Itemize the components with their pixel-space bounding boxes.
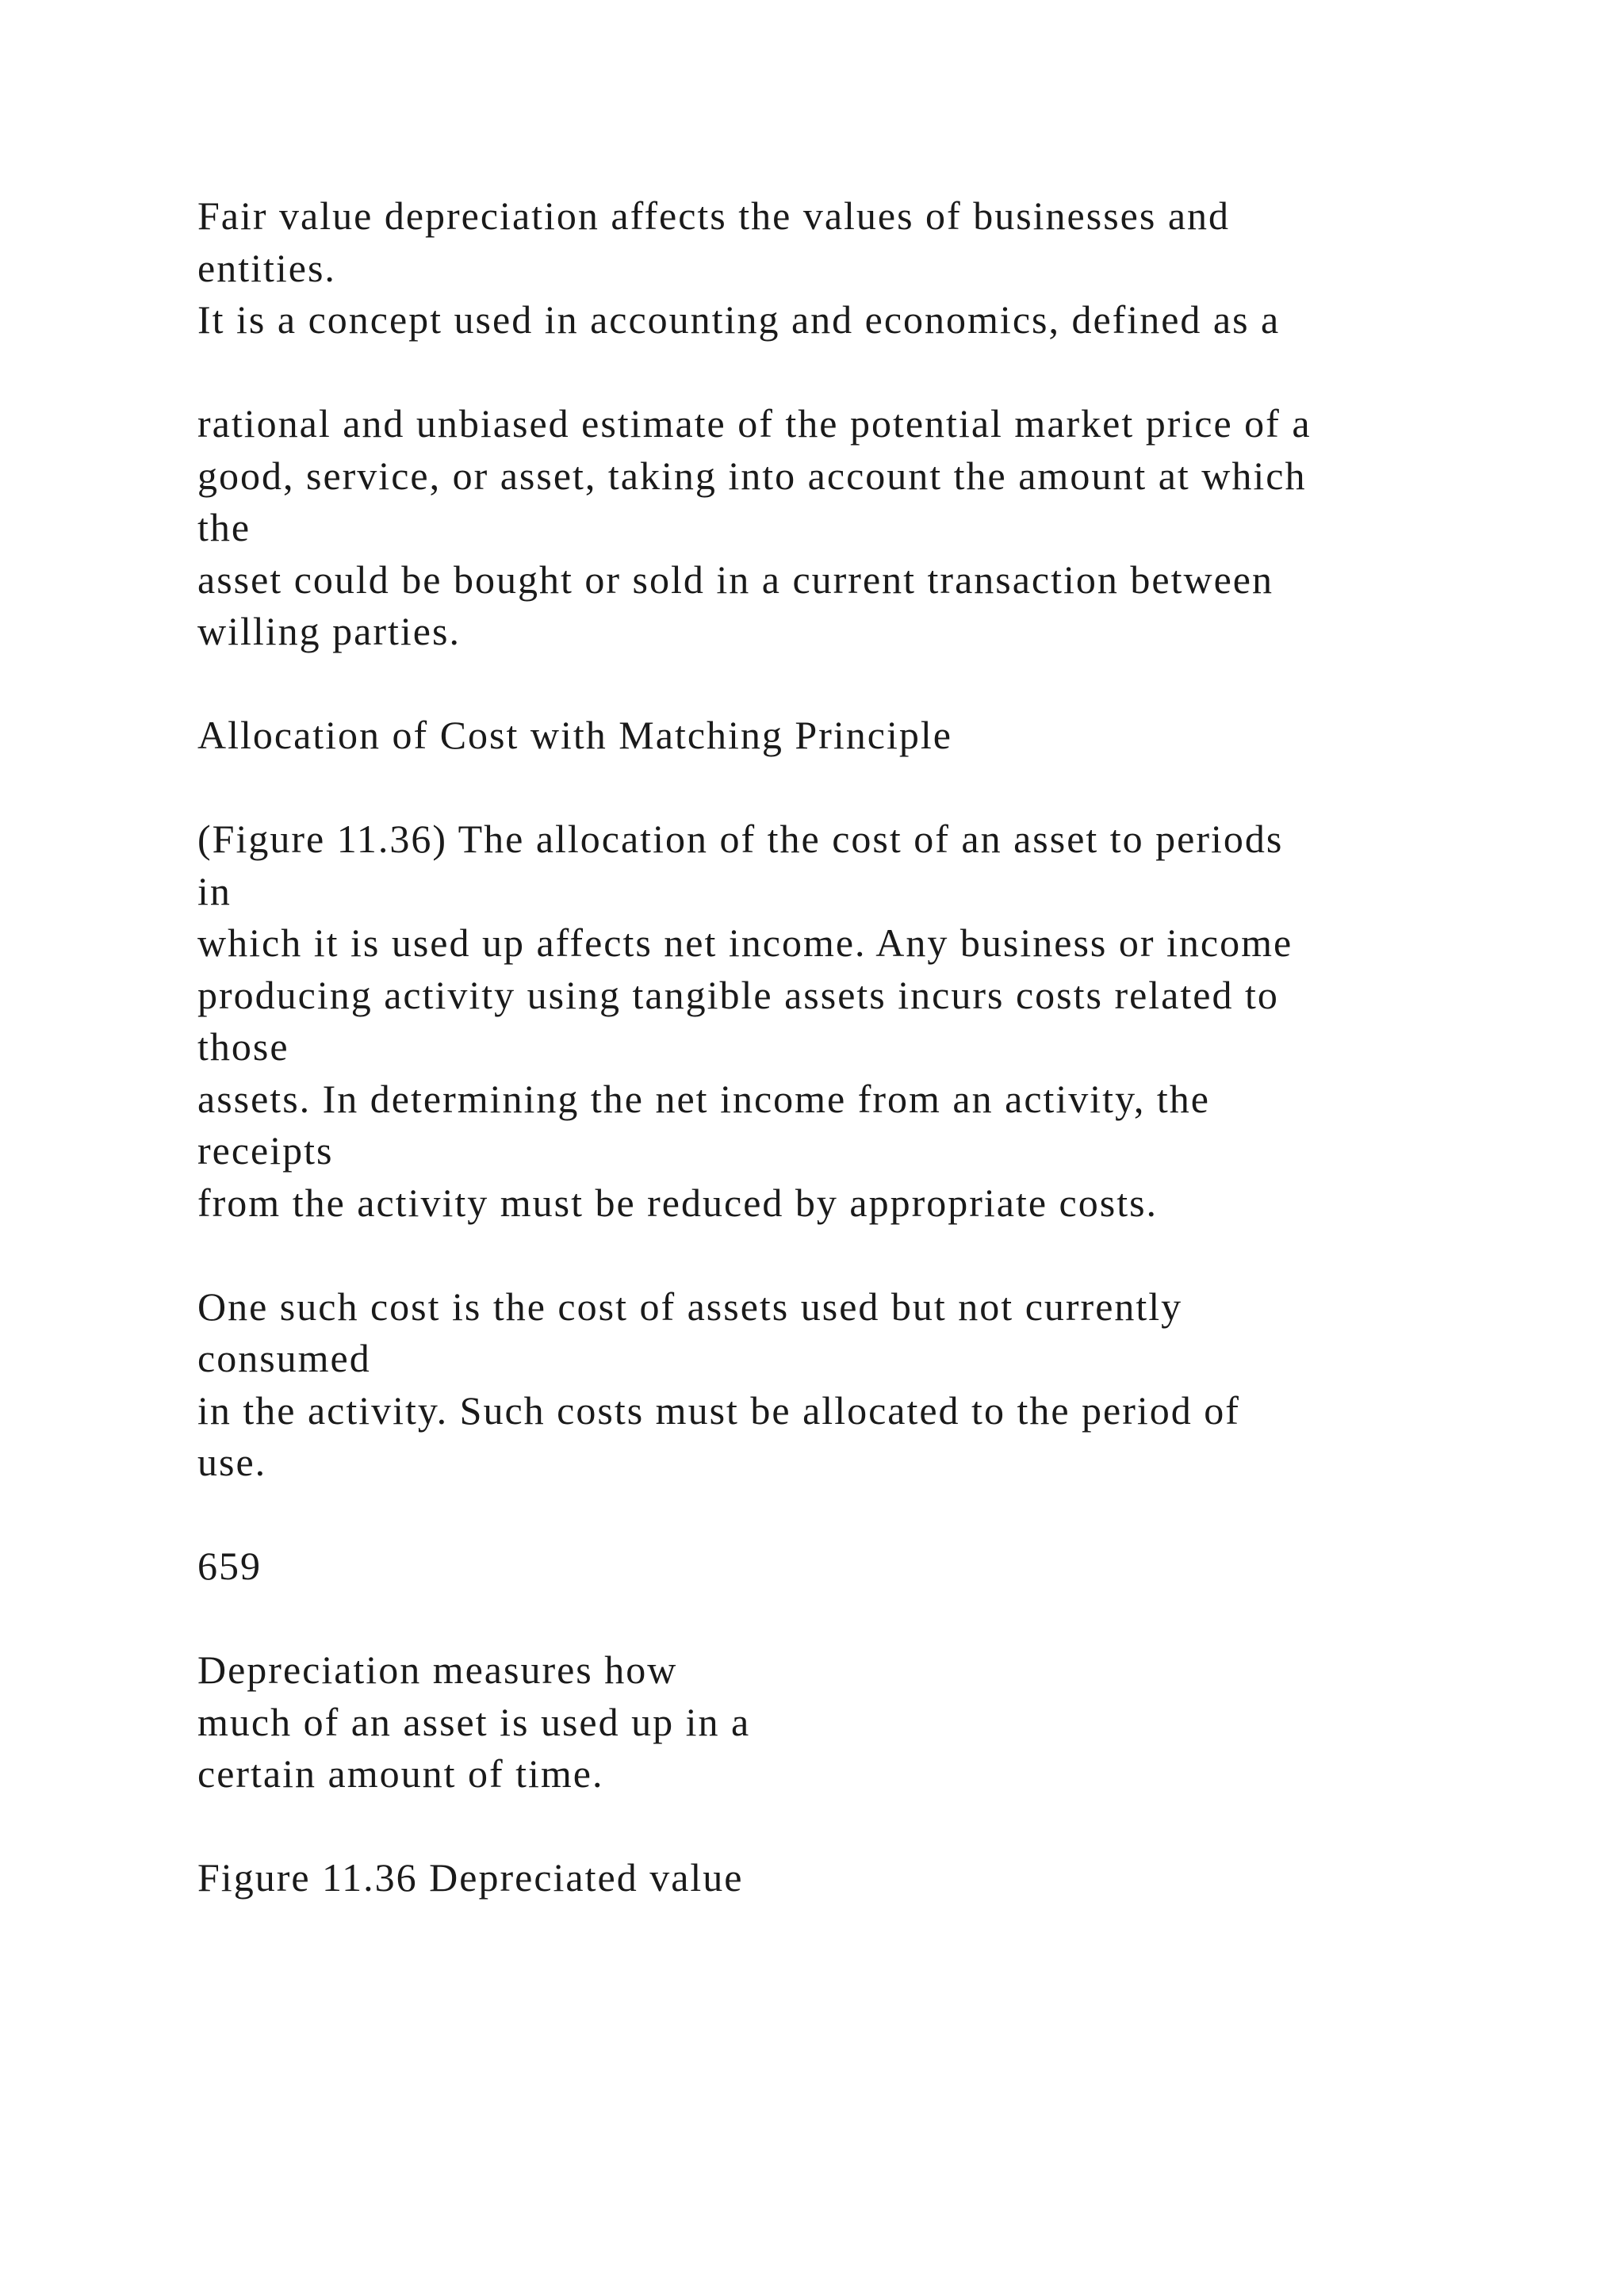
text-line: good, service, or asset, taking into account the amount at which <box>197 453 1307 498</box>
text-line: entities. <box>197 245 336 290</box>
text-line: much of an asset is used up in a <box>197 1699 751 1744</box>
blank-line <box>197 346 1506 399</box>
text-line: the <box>197 505 251 549</box>
figure-caption: Figure 11.36 Depreciated value <box>197 1855 744 1900</box>
text-line: It is a concept used in accounting and economics, defined as a <box>197 297 1281 342</box>
text-line: in the activity. Such costs must be allocated to the period of <box>197 1387 1240 1433</box>
text-line: use. <box>197 1440 267 1484</box>
text-line: willing parties. <box>197 609 461 653</box>
blank-line <box>197 1229 1506 1281</box>
text-line: producing activity using tangible assets incurs costs related to <box>197 972 1279 1017</box>
text-line: Depreciation measures how <box>197 1647 678 1692</box>
text-line: which it is used up affects net income. Any business or income <box>197 920 1293 965</box>
text-line: Fair value depreciation affects the values of businesses and <box>197 193 1231 238</box>
text-line: from the activity must be reduced by appropriate costs. <box>197 1180 1159 1225</box>
blank-line <box>197 1800 1506 1853</box>
text-line: assets. In determining the net income from an activity, the <box>197 1076 1210 1121</box>
blank-line <box>197 1593 1506 1645</box>
blank-line <box>197 1489 1506 1541</box>
text-line: consumed <box>197 1336 371 1380</box>
section-heading: Allocation of Cost with Matching Principle <box>197 713 952 757</box>
text-line: in <box>197 868 232 913</box>
text-line: those <box>197 1024 289 1069</box>
blank-line <box>197 658 1506 710</box>
text-line: asset could be bought or sold in a current transaction between <box>197 557 1274 602</box>
blank-line <box>197 762 1506 814</box>
document-body <box>197 190 1506 1904</box>
text-line: (Figure 11.36) The allocation of the cost of an asset to periods <box>197 817 1284 861</box>
page-number: 659 <box>197 1544 262 1588</box>
text-line: certain amount of time. <box>197 1751 604 1796</box>
text-line: rational and unbiased estimate of the potential market price of a <box>197 401 1312 446</box>
text-line: One such cost is the cost of assets used but not currently <box>197 1284 1183 1329</box>
text-line: receipts <box>197 1128 334 1173</box>
